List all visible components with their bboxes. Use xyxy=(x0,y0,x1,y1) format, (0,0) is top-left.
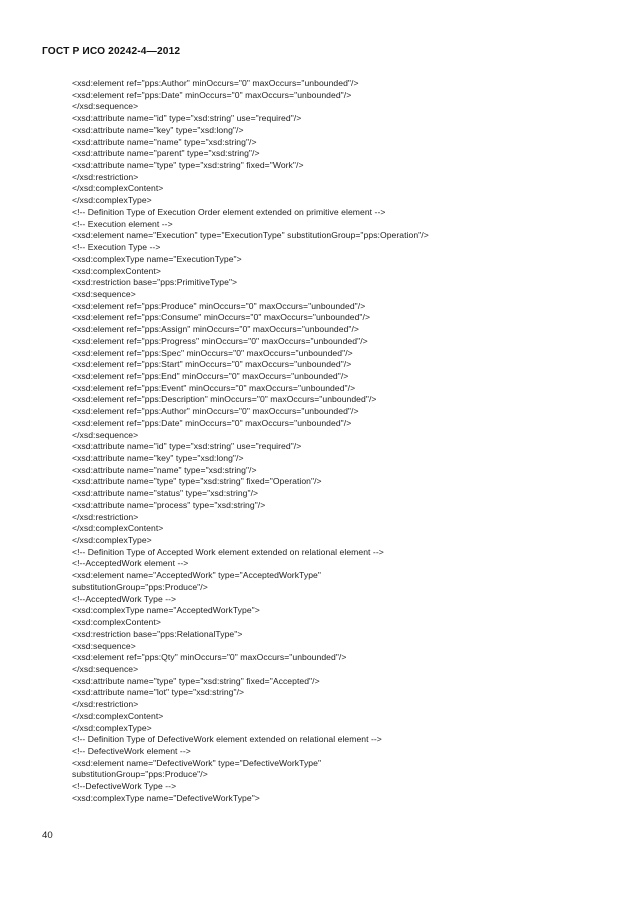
code-line: <xsd:element name="Execution" type="ExecutionType" substitutionGroup="pps:Operation"/> xyxy=(72,230,429,241)
code-line: <xsd:attribute name="lot" type="xsd:string"/> xyxy=(72,687,245,698)
code-line: <xsd:attribute name="status" type="xsd:string"/> xyxy=(72,488,259,499)
code-line: <xsd:element ref="pps:Date" minOccurs="0" maxOccurs="unbounded"/> xyxy=(72,89,352,100)
code-line: <xsd:attribute name="type" type="xsd:string" fixed="Operation"/> xyxy=(72,476,322,487)
code-line: </xsd:sequence> xyxy=(72,663,139,674)
code-line: <!--AcceptedWork element --> xyxy=(72,558,189,569)
code-line: <!-- Execution element --> xyxy=(72,218,173,229)
code-line: substitutionGroup="pps:Produce"/> xyxy=(72,769,208,780)
code-line: <!-- Definition Type of Execution Order element extended on primitive element --> xyxy=(72,206,386,217)
code-line: <xsd:attribute name="type" type="xsd:string" fixed="Work"/> xyxy=(72,160,304,171)
code-line: <xsd:attribute name="name" type="xsd:string"/> xyxy=(72,464,257,475)
code-line: <xsd:element ref="pps:Event" minOccurs="0" maxOccurs="unbounded"/> xyxy=(72,382,356,393)
code-line: <!--DefectiveWork Type --> xyxy=(72,781,177,792)
code-line: <xsd:element ref="pps:Consume" minOccurs="0" maxOccurs="unbounded"/> xyxy=(72,312,371,323)
code-line: <xsd:element ref="pps:Assign" minOccurs="0" maxOccurs="unbounded"/> xyxy=(72,324,360,335)
code-line: <!-- Execution Type --> xyxy=(72,242,161,253)
xsd-code-block xyxy=(72,78,592,805)
code-line: <xsd:complexContent> xyxy=(72,617,161,628)
code-line: <!-- DefectiveWork element --> xyxy=(72,745,191,756)
code-line: <!-- Definition Type of Accepted Work element extended on relational element --> xyxy=(72,546,384,557)
code-line: <xsd:element ref="pps:Produce" minOccurs="0" maxOccurs="unbounded"/> xyxy=(72,300,366,311)
code-line: <xsd:attribute name="id" type="xsd:string" use="required"/> xyxy=(72,113,302,124)
code-line: <xsd:attribute name="name" type="xsd:string"/> xyxy=(72,136,257,147)
code-line: </xsd:complexType> xyxy=(72,535,152,546)
code-line: </xsd:complexContent> xyxy=(72,523,164,534)
code-line: <xsd:attribute name="key" type="xsd:long"/> xyxy=(72,124,244,135)
code-line: <xsd:complexContent> xyxy=(72,265,161,276)
code-line: <xsd:element ref="pps:Date" minOccurs="0" maxOccurs="unbounded"/> xyxy=(72,417,352,428)
code-line: </xsd:restriction> xyxy=(72,699,139,710)
code-line: <xsd:restriction base="pps:PrimitiveType"> xyxy=(72,277,238,288)
code-line: <xsd:element ref="pps:Description" minOccurs="0" maxOccurs="unbounded"/> xyxy=(72,394,377,405)
code-line: <xsd:element name="AcceptedWork" type="AcceptedWorkType" xyxy=(72,570,321,581)
code-line: <xsd:element name="DefectiveWork" type="DefectiveWorkType" xyxy=(72,757,322,768)
code-line: </xsd:sequence> xyxy=(72,429,139,440)
code-line: <xsd:complexType name="ExecutionType"> xyxy=(72,253,242,264)
running-head: ГОСТ Р ИСО 20242-4—2012 xyxy=(42,46,181,57)
code-line: <xsd:element ref="pps:Author" minOccurs="0" maxOccurs="unbounded"/> xyxy=(72,78,359,88)
code-line: <xsd:element ref="pps:Progress" minOccurs="0" maxOccurs="unbounded"/> xyxy=(72,335,368,346)
code-line: <xsd:sequence> xyxy=(72,288,136,299)
code-line: </xsd:complexContent> xyxy=(72,710,164,721)
code-line: <xsd:complexType name="DefectiveWorkType"> xyxy=(72,792,260,803)
code-line: <xsd:attribute name="id" type="xsd:string" use="required"/> xyxy=(72,441,302,452)
code-line: </xsd:sequence> xyxy=(72,101,139,112)
code-line: <xsd:attribute name="type" type="xsd:string" fixed="Accepted"/> xyxy=(72,675,320,686)
code-line: <xsd:sequence> xyxy=(72,640,136,651)
code-line: <xsd:complexType name="AcceptedWorkType"> xyxy=(72,605,260,616)
page-number: 40 xyxy=(42,830,53,841)
code-line: substitutionGroup="pps:Produce"/> xyxy=(72,581,208,592)
code-line: <xsd:element ref="pps:End" minOccurs="0" maxOccurs="unbounded"/> xyxy=(72,370,349,381)
code-line: </xsd:restriction> xyxy=(72,171,139,182)
code-line: </xsd:restriction> xyxy=(72,511,139,522)
code-line: <xsd:restriction base="pps:RelationalType"> xyxy=(72,628,243,639)
code-line: <xsd:attribute name="process" type="xsd:string"/> xyxy=(72,499,266,510)
code-line: <xsd:element ref="pps:Author" minOccurs="0" maxOccurs="unbounded"/> xyxy=(72,406,359,417)
code-line: <xsd:attribute name="parent" type="xsd:string"/> xyxy=(72,148,260,159)
code-line: <!--AcceptedWork Type --> xyxy=(72,593,177,604)
code-line: </xsd:complexType> xyxy=(72,195,152,206)
code-line: <!-- Definition Type of DefectiveWork element extended on relational element --> xyxy=(72,734,382,745)
code-line: <xsd:element ref="pps:Spec" minOccurs="0" maxOccurs="unbounded"/> xyxy=(72,347,353,358)
code-line: </xsd:complexType> xyxy=(72,722,152,733)
code-line: <xsd:element ref="pps:Start" minOccurs="0" maxOccurs="unbounded"/> xyxy=(72,359,352,370)
code-line: <xsd:element ref="pps:Qty" minOccurs="0" maxOccurs="unbounded"/> xyxy=(72,652,347,663)
code-line: </xsd:complexContent> xyxy=(72,183,164,194)
code-line: <xsd:attribute name="key" type="xsd:long"/> xyxy=(72,453,244,463)
